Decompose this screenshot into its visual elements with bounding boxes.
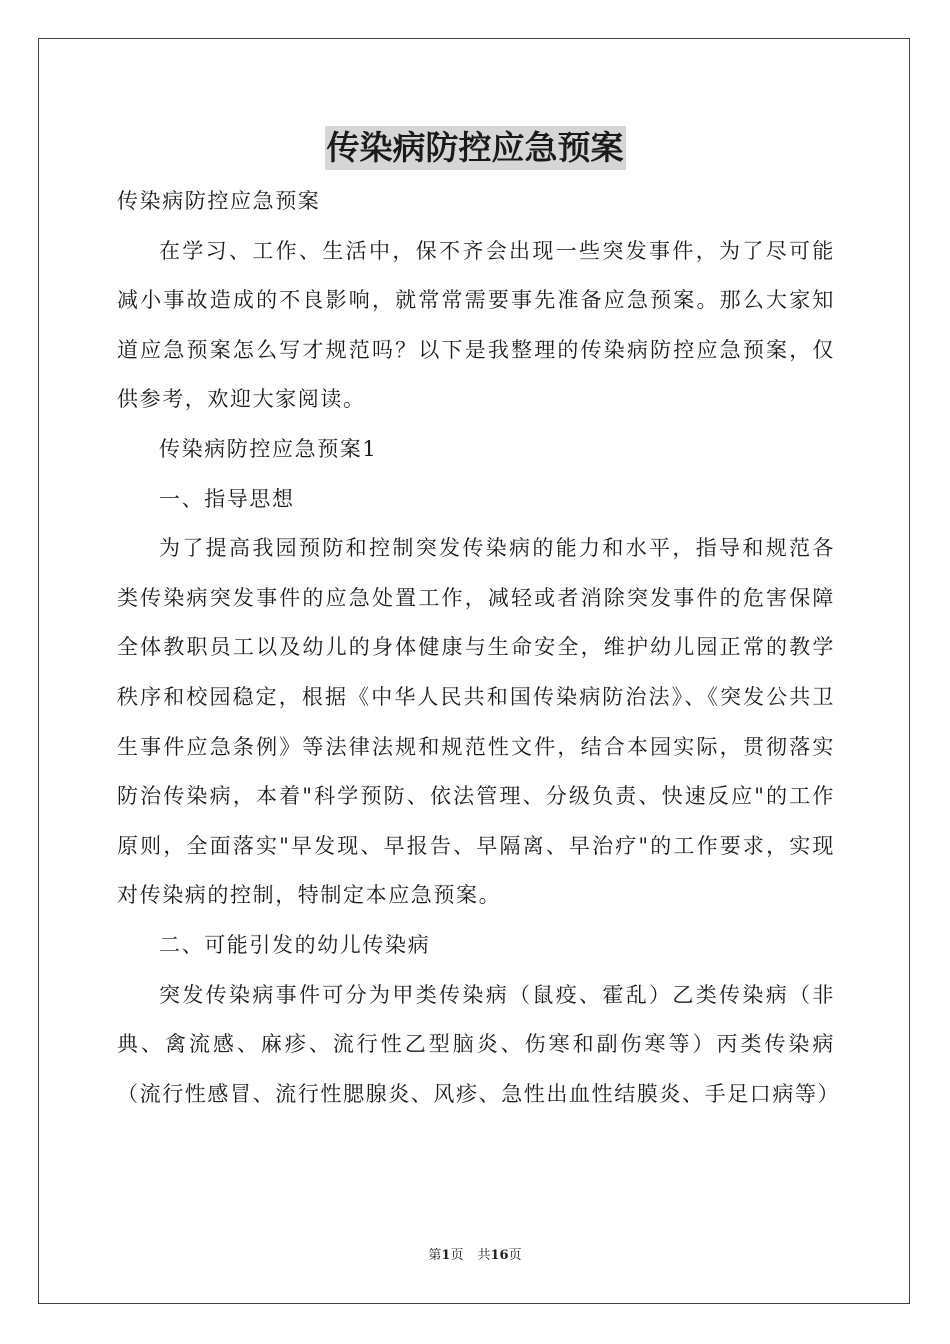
page-total: 16 bbox=[490, 1248, 509, 1263]
total-unit: 页 bbox=[508, 1248, 522, 1263]
page-prefix: 第 bbox=[428, 1248, 442, 1263]
paragraph-intro: 在学习、工作、生活中，保不齐会出现一些突发事件，为了尽可能减小事故造成的不良影响，就常常需要事先准备应急预案。那么大家知道应急预案怎么写才规范吗？以下是我整理的传染病防控应急预案，仅供参考，欢迎大家阅读。 bbox=[117, 238, 835, 412]
section-heading-plan-1: 传染病防控应急预案1 bbox=[159, 436, 378, 461]
document-body bbox=[117, 177, 841, 1119]
page-current: 1 bbox=[441, 1248, 451, 1263]
paragraph-diseases: 突发传染病事件可分为甲类传染病（鼠疫、霍乱）乙类传染病（非典、禽流感、麻疹、流行性乙型脑炎、伤寒和副伤寒等）丙类传染病（流行性感冒、流行性腮腺炎、风疹、急性出血性结膜炎、手足口病等） bbox=[117, 982, 841, 1106]
page-footer bbox=[0, 1244, 950, 1263]
section-heading-guiding-idea: 一、指导思想 bbox=[159, 486, 295, 511]
page-unit: 页 bbox=[450, 1248, 464, 1263]
title-container bbox=[0, 126, 950, 170]
document-title: 传染病防控应急预案 bbox=[325, 126, 626, 170]
section-heading-diseases: 二、可能引发的幼儿传染病 bbox=[159, 932, 431, 957]
paragraph-subtitle: 传染病防控应急预案 bbox=[117, 189, 321, 213]
paragraph-guiding-idea: 为了提高我园预防和控制突发传染病的能力和水平，指导和规范各类传染病突发事件的应急处置工作，减轻或者消除突发事件的危害保障全体教职员工以及幼儿的身体健康与生命安全，维护幼儿园正常的教学秩序和校园稳定，根据《中华人民共和国传染病防治法》、《突发公共卫生事件应急条例》等法律法规和规范性文件，结合本园实际，贯彻落实防治传染病，本着"科学预防、依法管理、分级负责、快速反应"的工作原则，全面落实"早发现、早报告、早隔离、早治疗"的工作要求，实现对传染病的控制，特制定本应急预案。 bbox=[117, 536, 835, 908]
total-prefix: 共 bbox=[477, 1248, 491, 1263]
